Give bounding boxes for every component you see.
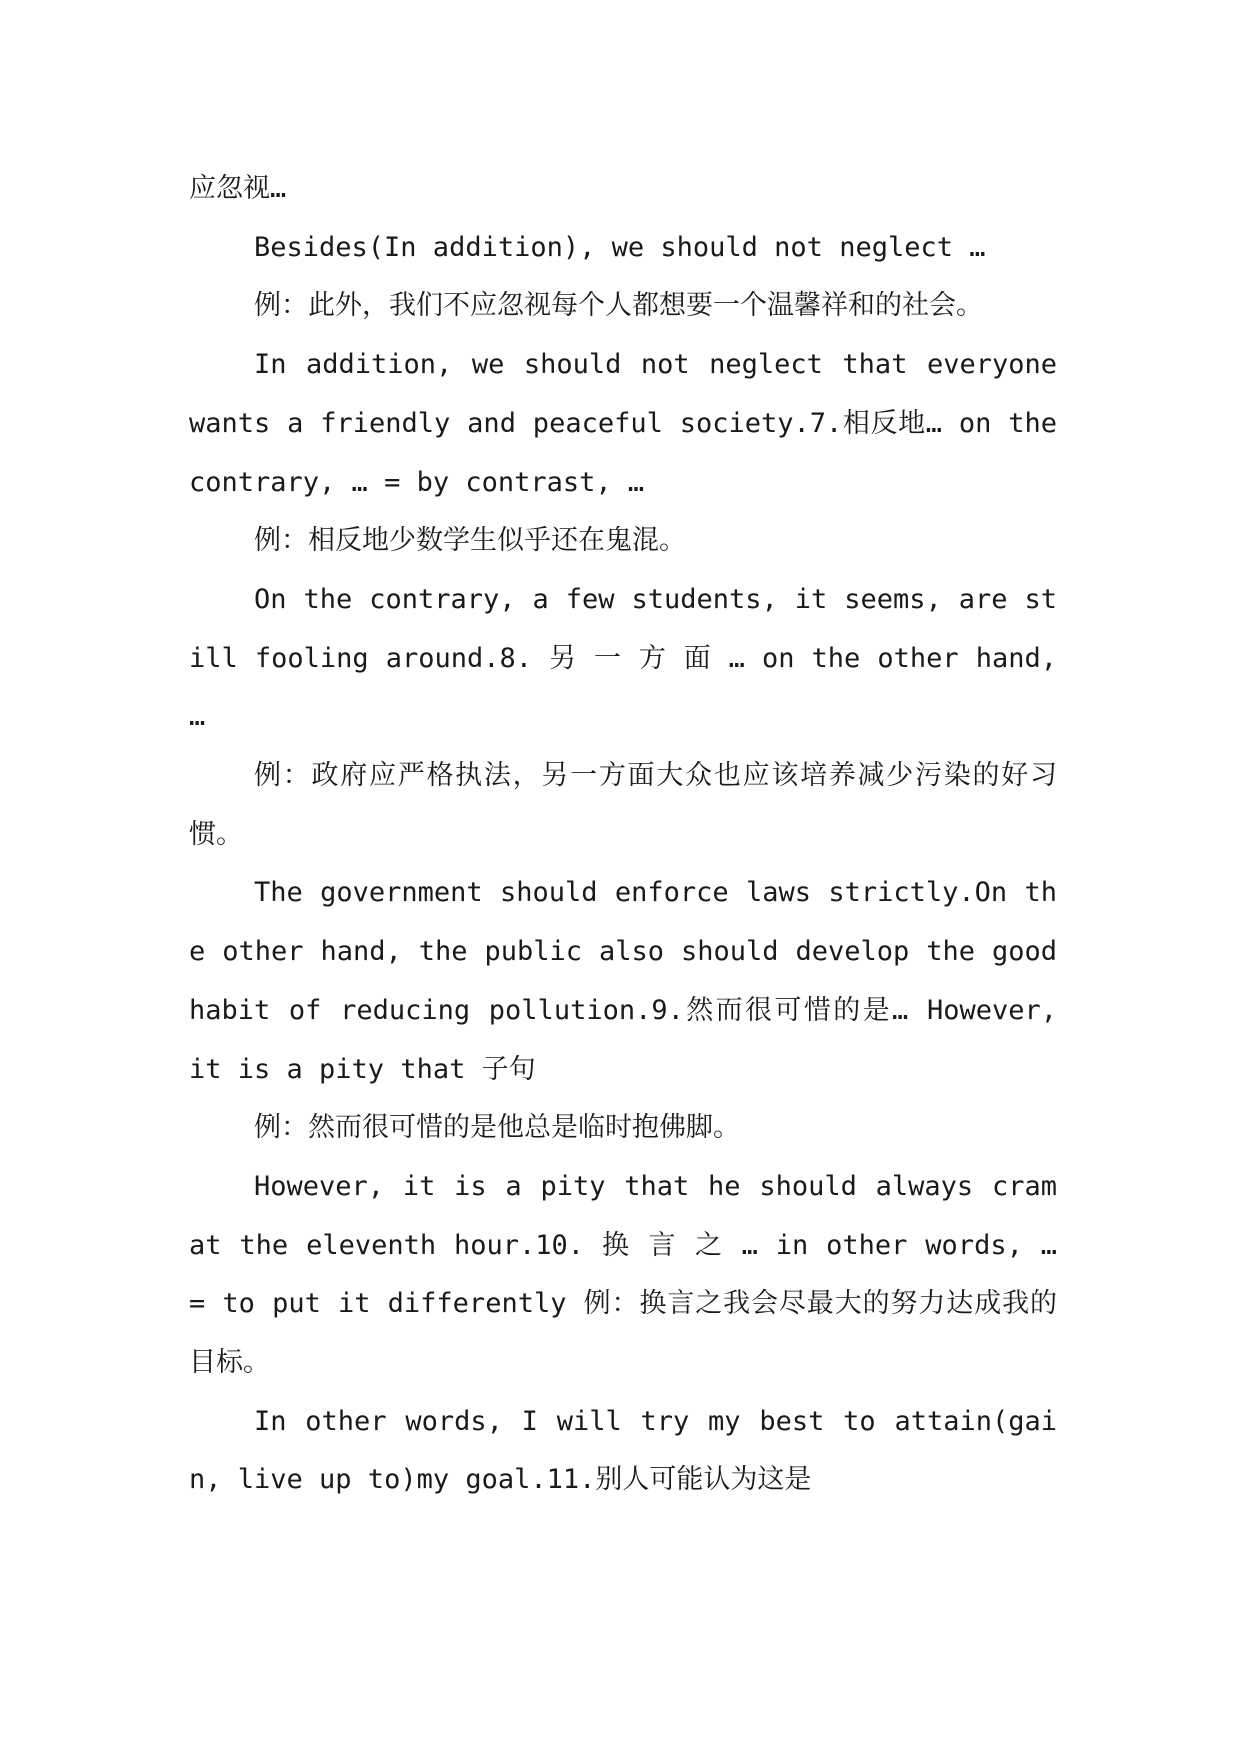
paragraph: On the contrary, a few students, it seems, are still fooling around.8. 另 一 方 面 … on the other hand, …	[189, 583, 1057, 733]
paragraph: In addition, we should not neglect that everyone wants a friendly and peaceful society.7.相反地… on the contrary, … = by contrast, …	[189, 349, 1057, 498]
paragraph: 例：政府应严格执法，另一方面大众也应该培养减少污染的好习惯。	[189, 760, 1057, 850]
document-page	[189, 160, 1057, 1510]
paragraph: 例：此外，我们不应忽视每个人都想要一个温馨祥和的社会。	[254, 290, 983, 322]
paragraph: Besides(In addition), we should not neglect …	[254, 231, 986, 263]
paragraph: However, it is a pity that he should always cram at the eleventh hour.10. 换 言 之 … in other words, … = to put it differently 例：换言之我会尽最大的努力达成我的目标。	[189, 1170, 1057, 1379]
paragraph: 例：然而很可惜的是他总是临时抱佛脚。	[254, 1112, 740, 1144]
paragraph: The government should enforce laws strictly.On the other hand, the public also should develop the good habit of reducing pollution.9.然而很可惜的是… However, it is a pity that 子句	[189, 877, 1057, 1085]
paragraph: 应忽视…	[189, 173, 287, 204]
paragraph: In other words, I will try my best to attain(gain, live up to)my goal.11.别人可能认为这是	[189, 1405, 1057, 1496]
paragraph: 例：相反地少数学生似乎还在鬼混。	[254, 525, 686, 557]
